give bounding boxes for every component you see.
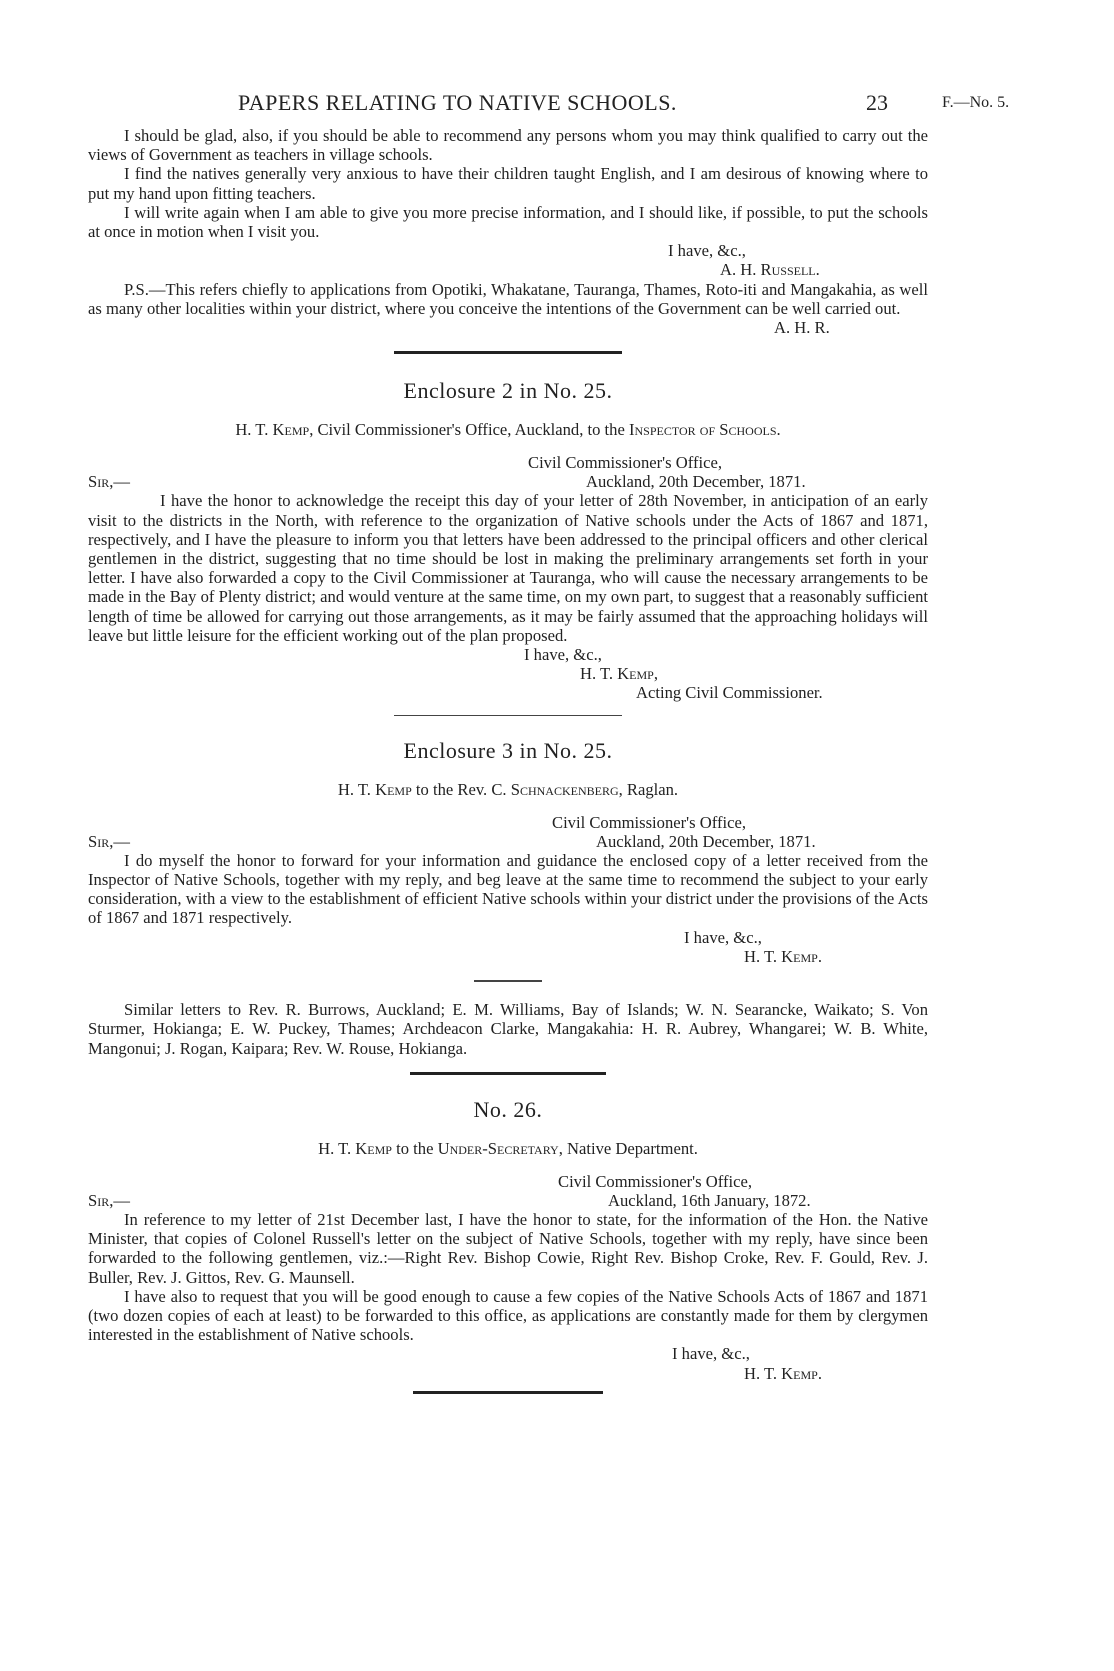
postscript-initials: A. H. R.	[774, 318, 830, 338]
address-line: Civil Commissioner's Office,	[552, 812, 746, 832]
address-date: Auckland, 16th January, 1872.	[608, 1190, 811, 1210]
similar-letters-note: Similar letters to Rev. R. Burrows, Auckland; E. M. Williams, Bay of Islands; W. N. Searancke, Waikato; S. Von Sturmer, Hokianga; E. W. Puckey, Thames; Archdeacon Clarke, Mangakahia: H. R. Aubrey, Whangarei; W. B. White, Mangonui; J. Rogan, Kaipara; Rev. W. Rouse, Hokianga.	[88, 1000, 928, 1058]
paragraph: I should be glad, also, if you should be able to recommend any persons whom you may think qualified to carry out the views of Government as teachers in village schools.	[88, 126, 928, 165]
closing: I have, &c.,	[672, 1344, 750, 1364]
section-heading: No. 26.	[473, 1096, 543, 1122]
section-divider	[410, 1072, 606, 1075]
signature: H. T. Kemp.	[744, 1363, 822, 1383]
address-line: Civil Commissioner's Office,	[528, 453, 722, 473]
letter-body: I have the honor to acknowledge the receipt this day of your letter of 28th November, in anticipation of an early visit to the districts in the North, with reference to the organization of Native schools under the Acts of 1867 and 1871, respectively, and I have the pleasure to inform you that letters have been addressed to the principal officers and other clerical gentlemen in the district, suggesting that no time should be lost in making the preliminary arrangements set forth in your letter. I have also forwarded a copy to the Civil Commissioner at Tauranga, who will cause the necessary arrangements to be made in the Bay of Plenty district; and would venture at the same time, on my own part, to suggest that a reasonably sufficient length of time be allowed for carrying out those arrangements, as it may be fairly assumed that the approaching holidays will leave but little leisure for the efficient working out of the plan proposed.	[88, 491, 928, 645]
document-page	[88, 90, 1010, 1394]
salutation: Sir,—	[88, 831, 130, 851]
letter-address	[88, 453, 928, 491]
letter-address	[88, 813, 928, 851]
document-reference: F.—No. 5.	[942, 94, 1010, 111]
closing: I have, &c.,	[524, 645, 602, 665]
short-divider	[474, 980, 542, 982]
signatory-title: Acting Civil Commissioner.	[636, 683, 823, 703]
signature: H. T. Kemp,	[580, 664, 658, 684]
letter-body: I have also to request that you will be good enough to cause a few copies of the Native Schools Acts of 1867 and 1871 (two dozen copies of each at least) to be forwarded to this office, as applications are constantly made for them by clergymen interested in the establishment of Native schools.	[88, 1286, 928, 1345]
signature: A. H. Russell.	[720, 260, 820, 280]
page-number: 23	[866, 90, 888, 115]
paragraph: I find the natives generally very anxious to have their children taught English, and I am desirous of knowing where to put my hand upon fitting teachers.	[88, 164, 928, 203]
section-subheading: H. T. Kemp to the Rev. C. Schnackenberg, Raglan.	[337, 779, 679, 799]
running-title: PAPERS RELATING TO NATIVE SCHOOLS.	[238, 90, 677, 115]
salutation: Sir,—	[88, 472, 130, 492]
address-line: Civil Commissioner's Office,	[558, 1171, 752, 1191]
address-date: Auckland, 20th December, 1871.	[586, 472, 806, 492]
paragraph: I will write again when I am able to give you more precise information, and I should like, if possible, to put the schools at once in motion when I visit you.	[88, 202, 928, 242]
section-subheading: H. T. Kemp to the Under-Secretary, Native Department.	[318, 1138, 698, 1158]
section-divider	[394, 351, 622, 354]
enclosure-3	[88, 738, 928, 1058]
page-header	[88, 90, 1010, 122]
closing: I have, &c.,	[668, 241, 746, 261]
letter-no-26	[88, 1097, 928, 1383]
section-heading: Enclosure 3 in No. 25.	[403, 737, 613, 763]
section-heading: Enclosure 2 in No. 25.	[403, 378, 613, 404]
enclosure-2	[88, 378, 928, 702]
letter-continuation	[88, 126, 928, 337]
postscript: P.S.—This refers chiefly to applications from Opotiki, Whakatane, Tauranga, Thames, Roto-iti and Mangakahia, as well as many other localities within your district, where you conceive the intentions of the Government can be well carried out.	[88, 279, 928, 318]
end-divider	[413, 1391, 603, 1394]
letter-body: I do myself the honor to forward for your information and guidance the enclosed copy of a letter received from the Inspector of Native Schools, together with my reply, and beg leave at the same time to recommend the subject to your early consideration, with a view to the establishment of efficient Native schools within your district under the provisions of the Acts of 1867 and 1871 respectively.	[88, 850, 928, 928]
signature: H. T. Kemp.	[744, 946, 822, 966]
address-date: Auckland, 20th December, 1871.	[596, 831, 816, 851]
salutation: Sir,—	[88, 1190, 130, 1210]
letter-address	[88, 1172, 928, 1210]
section-subheading: H. T. Kemp, Civil Commissioner's Office, Auckland, to the Inspector of Schools.	[235, 420, 781, 440]
section-divider	[394, 715, 622, 716]
letter-body: In reference to my letter of 21st December last, I have the honor to state, for the information of the Hon. the Native Minister, that copies of Colonel Russell's letter on the subject of Native Schools, together with my reply, have since been forwarded to the following gentlemen, viz.:—Right Rev. Bishop Cowie, Right Rev. Bishop Croke, Rev. F. Gould, Rev. J. Buller, Rev. J. Gittos, Rev. G. Maunsell.	[88, 1209, 928, 1287]
closing: I have, &c.,	[684, 927, 762, 947]
